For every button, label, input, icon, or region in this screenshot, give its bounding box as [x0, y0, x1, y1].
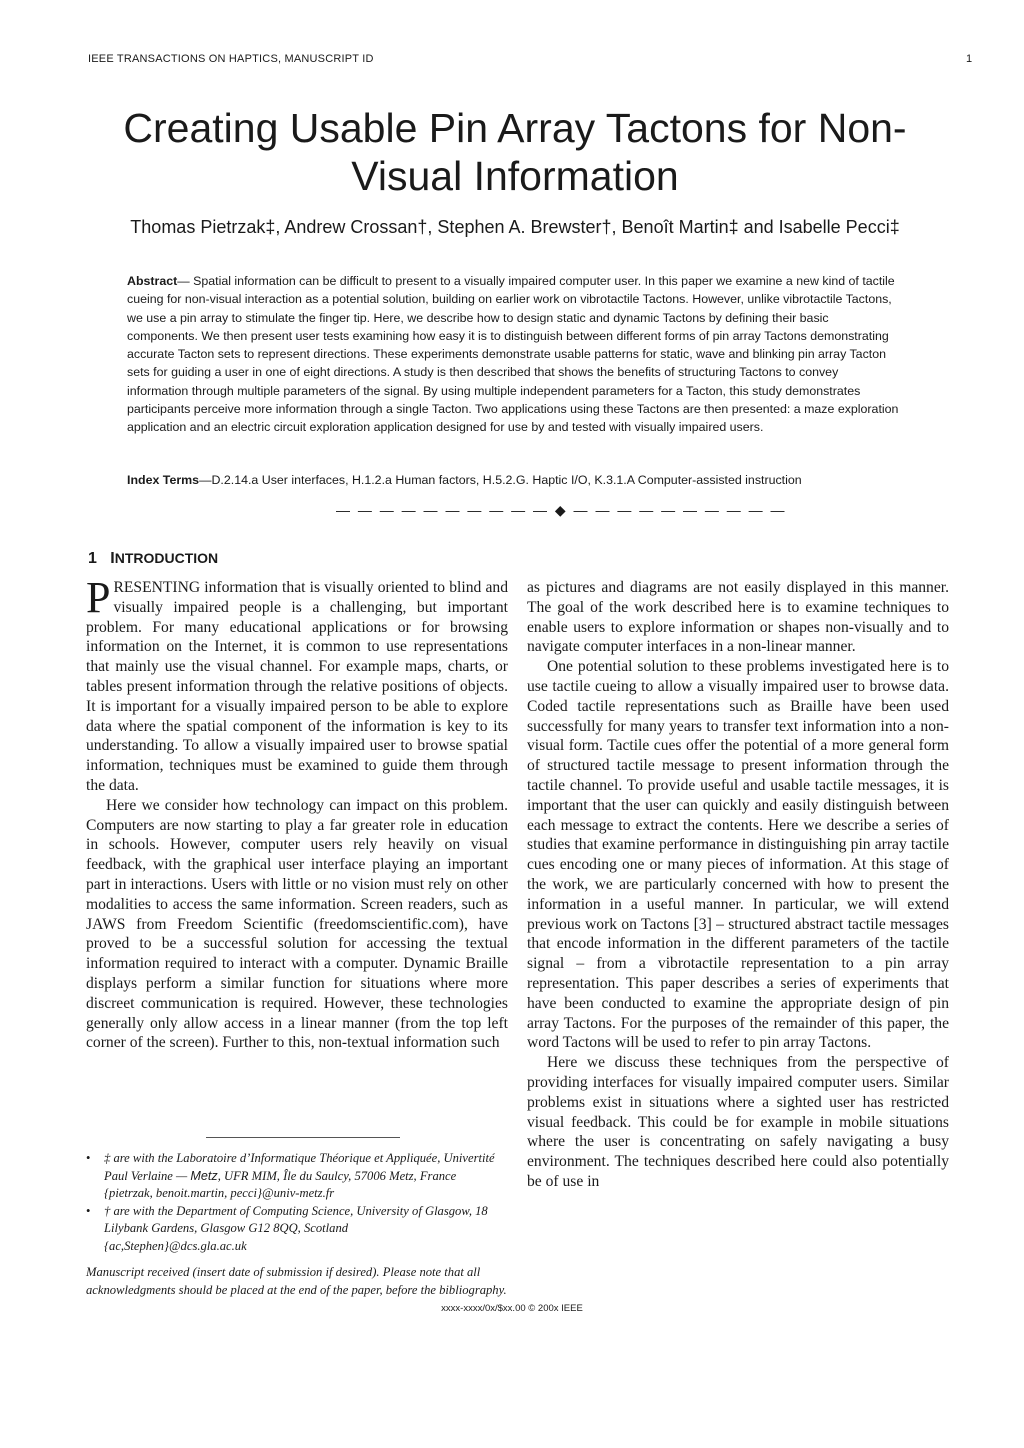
footnote-rule [206, 1137, 400, 1138]
author-list: Thomas Pietrzak‡, Andrew Crossan†, Stephen A. Brewster†, Benoît Martin‡ and Isabelle Pecci‡ [130, 217, 900, 237]
footnote-text: ‡ are with the Laboratoire d’Informatique Théorique et Appliquée, Univertité Paul Verlaine — [104, 1151, 495, 1183]
paragraph-2: Here we consider how technology can impact on this problem. Computers are now starting to play a far greater role in education in schools. However, computer users rely heavily on visual feedback, with the graphical user interface playing an important part in interactions. Users with little or no vision must rely on other modalities to access the same information. Screen readers, such as JAWS from Freedom Scientific (freedomscientific.com), have proved to be a successful solution for accessing the textual information required to interact with a computer. Dynamic Braille displays perform a similar function for situations where more discreet communication is required. However, these technologies generally only allow access in a linear manner (from the top left corner of the screen). Further to this, non-textual information such [86, 796, 508, 1052]
page-number: 1 [966, 53, 973, 65]
paragraph-4: One potential solution to these problems investigated here is to use tactile cueing to allow a visually impaired user to browse data. Coded tactile representations such as Braille have been used successfully for many years to transfer text information into a non-visual form. Tactile cues offer the potential of a more general form of structured tactile message to present information through the tactile channel. To provide useful and usable tactile messages, it is important that the user can quickly and easily distinguish between each message to extract the contents. Here we describe a series of studies that examine performance in distinguishing pin array tactile cues encoding one or many pieces of information. At this stage of the work, we are particularly concerned with how to present the information in a useful manner. In particular, we will extend previous work on Tactons [3] – structured abstract tactile messages that encode information in the different parameters of the tactile signal – from a vibrotactile representation to a pin array representation. This paper describes a series of experiments that have been conducted to examine the appropriate design of pin array Tactons. For the purposes of the remainder of this paper, the word Tactons will be used to refer to pin array Tactons. [527, 658, 949, 1052]
paragraph-3: as pictures and diagrams are not easily displayed in this manner. The goal of the work described here is to examine techniques to enable users to explore information or shapes non-visually and to navigate computer interfaces in a non-linear manner. [527, 579, 949, 656]
drop-cap: P [86, 573, 111, 622]
manuscript-note: Manuscript received (insert date of submission if desired). Please note that all acknowledgments should be placed at the end of the paper, before the bibliography. [86, 1265, 507, 1297]
section-heading [88, 550, 218, 568]
footnote-line [104, 1150, 518, 1185]
abstract-label: Abstract [127, 274, 178, 288]
footnote-affiliation-metz [86, 1150, 518, 1203]
section-divider: — — — — — — — — — — ◆ — — — — — — — — — — [336, 502, 787, 518]
footnote-metz: Metz [190, 1168, 218, 1183]
footnote-affiliation-glasgow [86, 1203, 518, 1256]
paper-title: Creating Usable Pin Array Tactons for Non-Visual Information [123, 105, 907, 199]
section-title-rest: NTRODUCTION [114, 550, 219, 566]
abstract-text: — Spatial information can be difficult to present to a visually impaired computer user. In this paper we examine a new kind of tactile cueing for non-visual interaction as a potential solution, building on earlier work on vibrotactile Tactons. However, unlike vibrotactile Tactons, we use a pin array to stimulate the finger tip. Here, we describe how to design static and dynamic Tactons by defining their basic components. We then present user tests examining how easy it is to distinguish between different forms of pin array Tactons demonstrating accurate Tacton sets to represent directions. These experiments demonstrate usable patterns for static, wave and blinking pin array Tacton sets for guiding a user in one of eight directions. A study is then described that shows the benefits of structuring Tactons to convey information through multiple parameters of the signal. By using multiple independent parameters for a Tacton, this study demonstrates participants perceive more information through a single Tacton. Two applications using these Tactons are then presented: a maze exploration application and an electric circuit exploration application designed for use by and tested with visually impaired users. [127, 274, 899, 435]
paragraph-1 [86, 573, 508, 796]
index-terms-label: Index Terms [127, 473, 200, 487]
body-column-left [86, 573, 508, 1053]
running-header: IEEE TRANSACTIONS ON HAPTICS, MANUSCRIPT ID [88, 53, 374, 65]
body-column-right [527, 578, 949, 1192]
paragraph-1-text: RESENTING information that is visually oriented to blind and visually impaired people is a challenging, but important problem. For many educational applications or for browsing information on the Internet, it is common to use representations that mainly use the visual channel. For example maps, charts, or tables present information through the relative positions of objects. It is important for a visually impaired person to be able to explore data where the spatial component of the information is key to its understanding. To allow a visually impaired user to browse spatial information, techniques must be examined to guide them through the data. [86, 579, 508, 794]
bullet-icon: • [86, 1203, 91, 1218]
footnote-emails: {pietrzak, benoit.martin, pecci}@univ-metz.fr [104, 1186, 335, 1201]
index-terms-text: —D.2.14.a User interfaces, H.1.2.a Human factors, H.5.2.G. Haptic I/O, K.3.1.A Computer-assisted instruction [199, 473, 802, 487]
paragraph-5: Here we discuss these techniques from the perspective of providing interfaces for visually impaired computer users. Similar problems exist in situations where a sighted user has restricted visual feedback. This could be for example in mobile situations where the user is concentrating on safely navigating a busy environment. The techniques described here could also potentially be of use in [527, 1054, 949, 1190]
footnote-emails: {ac,Stephen}@dcs.gla.ac.uk [104, 1238, 247, 1253]
copyright-footer: xxxx-xxxx/0x/$xx.00 © 200x IEEE [441, 1303, 583, 1314]
footnotes [86, 1150, 518, 1256]
section-title-initial: I [110, 550, 115, 567]
bullet-icon: • [86, 1151, 91, 1165]
section-number: 1 [88, 550, 97, 567]
index-terms [127, 473, 907, 487]
footnote-line: † are with the Department of Computing Science, University of Glasgow, 18 Lilybank Gardens, Glasgow G12 8QQ, Scotland [104, 1203, 488, 1236]
footnote-text: , UFR MIM, Île du Saulcy, 57006 Metz, France [217, 1168, 457, 1183]
abstract [127, 272, 902, 437]
